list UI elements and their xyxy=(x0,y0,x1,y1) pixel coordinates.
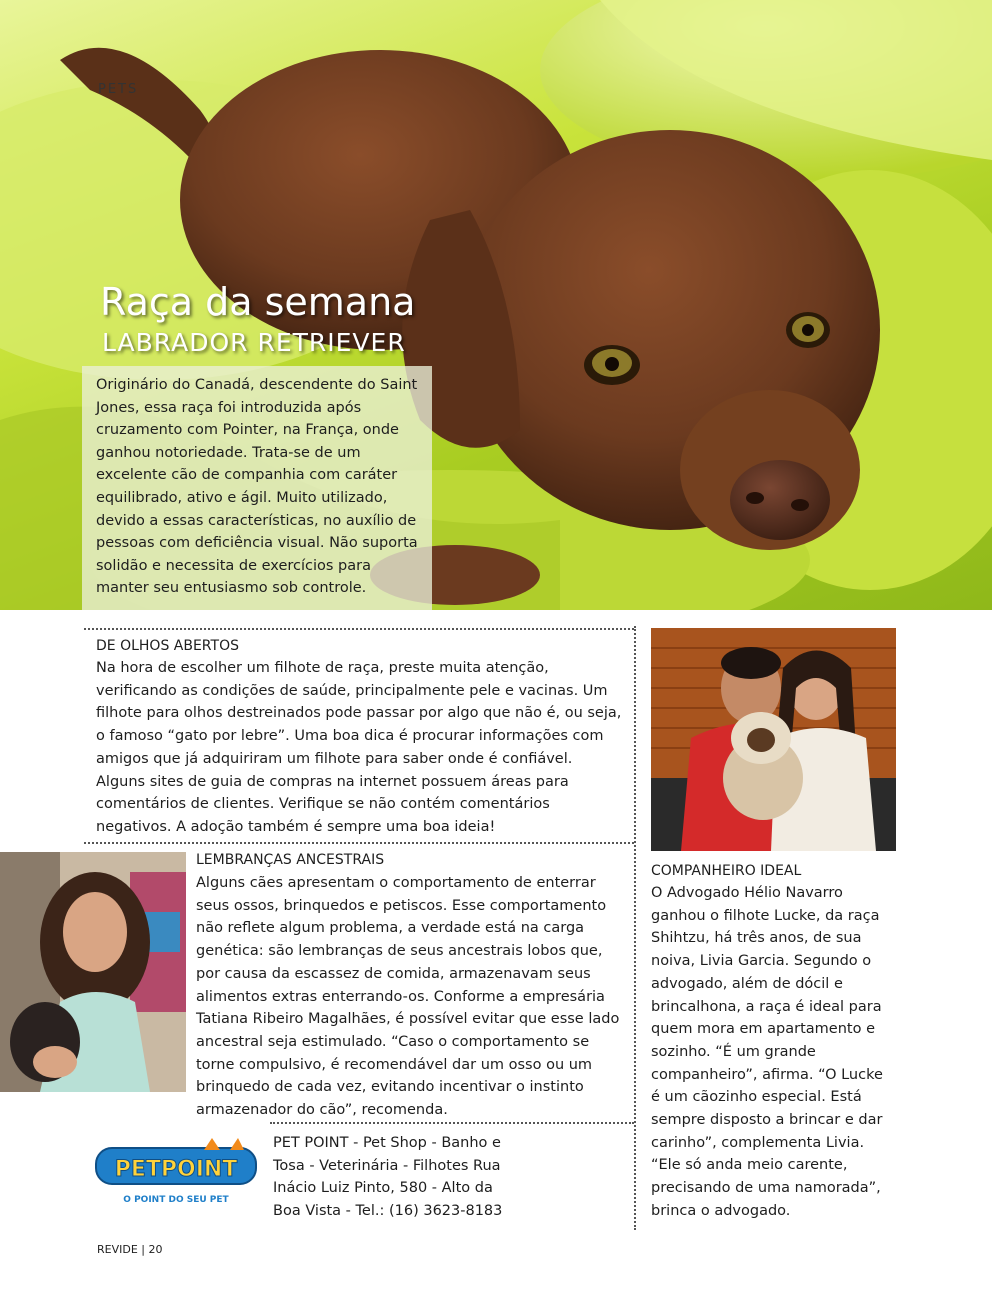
petpoint-logo xyxy=(92,1134,260,1210)
section-heading-companheiro: COMPANHEIRO IDEAL xyxy=(651,863,802,879)
section-heading-lembrancas: LEMBRANÇAS ANCESTRAIS xyxy=(196,852,385,868)
couple-with-shihtzu-photo xyxy=(651,628,896,851)
breed-subtitle: LABRADOR RETRIEVER xyxy=(102,328,406,357)
logo-wordmark: PETPOINT xyxy=(114,1157,238,1182)
section-body-companheiro: O Advogado Hélio Navarro ganhou o filhote Lucke, da raça Shihtzu, há três anos, de sua noiva, Livia Garcia. Segundo o advogado, além de dócil e brincalhona, a raça é ideal para quem mora em apartamento e sozinho. “É um grande companheiro”, afirma. “O Lucke é um cãozinho especial. Está sempre disposto a brincar e dar carinho”, complementa Livia. “Ele só anda meio carente, precisando de uma namorada”, brinca o advogado. xyxy=(651,885,883,1219)
divider-bottom xyxy=(270,1122,634,1124)
section-body-olhos-abertos: Na hora de escolher um filhote de raça, preste muita atenção, verificando as condições de saúde, principalmente pele e vacinas. Um filhote para olhos destreinados pode passar por algo que não é, ou seja, o famoso “gato por lebre”. Uma boa dica é procurar informações com amigos que já adquiriram um filhote para saber onde é confiável. Alguns sites de guia de compras na internet possuem áreas para comentários de clientes. Verifique se não contém comentários negativos. A adoção também é sempre uma boa ideia! xyxy=(96,660,622,835)
section-heading-olhos-abertos: DE OLHOS ABERTOS xyxy=(96,638,239,654)
tatiana-photo xyxy=(0,852,186,1092)
divider-top xyxy=(84,628,634,630)
intro-text: Originário do Canadá, descendente do Saint Jones, essa raça foi introduzida após cruzamento com Pointer, na França, onde ganhou notoriedade. Trata-se de um excelente cão de companhia com caráter equilibrado, ativo e ágil. Muito utilizado, devido a essas características, no auxílio de pessoas com deficiência visual. Não suporta solidão e necessita de exercícios para manter seu entusiasmo sob controle. xyxy=(96,377,418,597)
section-tag: PETS xyxy=(98,82,139,97)
column-divider xyxy=(634,626,636,1230)
section-body-lembrancas: Alguns cães apresentam o comportamento de enterrar seus ossos, brinquedos e petiscos. Esse comportamento não reflete algum problema, a verdade está na carga genética: são lembranças de seus ancestrais lobos que, por causa da escassez de comida, armazenavam seus alimentos extras enterrando-os. Conforme a empresária Tatiana Ribeiro Magalhães, é possível evitar que esse lado ancestral seja estimulado. “Caso o comportamento se torne compulsivo, é recomendável dar um osso ou um brinquedo de cada vez, evitando incentivar o instinto armazenador do cão”, recomenda. xyxy=(196,875,620,1119)
page-title: Raça da semana xyxy=(100,280,416,324)
petpoint-ad-text: PET POINT - Pet Shop - Banho e Tosa - Veterinária - Filhotes Rua Inácio Luiz Pinto, 580 - Alto da Boa Vista - Tel.: (16) 3623-8183 xyxy=(273,1135,503,1220)
hero-photo xyxy=(0,0,992,610)
divider-middle xyxy=(84,842,634,844)
page-footer: REVIDE | 20 xyxy=(97,1243,163,1256)
logo-tagline: O POINT DO SEU PET xyxy=(123,1195,229,1205)
